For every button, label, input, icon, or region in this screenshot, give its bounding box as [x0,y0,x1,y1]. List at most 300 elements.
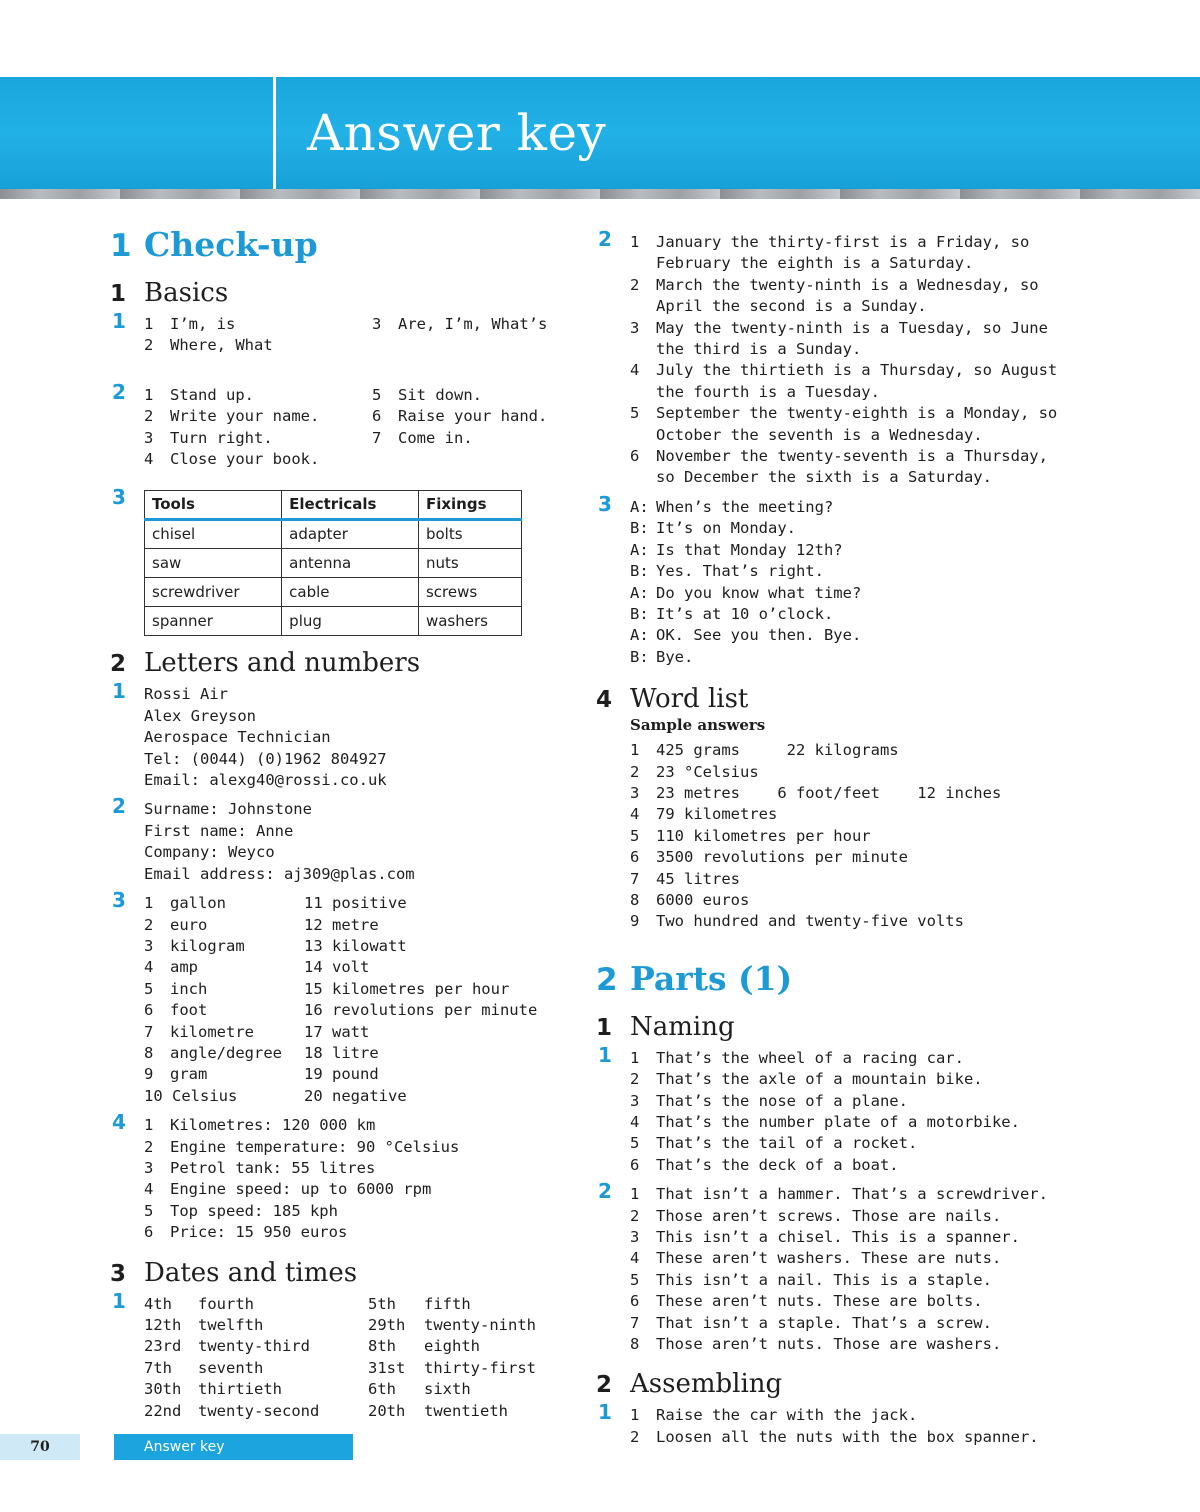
item-number: 18 [304,1043,323,1062]
section-number: 4 [596,687,613,714]
banner-shadow-strip [0,189,1200,199]
table-header-cell: Electricals [282,491,419,520]
answer-item [372,314,550,335]
answer-item [630,1313,1066,1334]
item-text: revolutions per minute [332,1001,538,1020]
item-text: It’s at 10 o’clock. [656,604,834,623]
answer-item [630,1133,1066,1154]
answer-line: Surname: Johnstone [144,800,312,819]
section-number: 3 [110,1260,127,1287]
exercise-number: 2 [112,379,126,404]
item-number: 4 [630,1249,640,1268]
left-column [110,225,550,1422]
section-name: Naming [630,1011,735,1042]
answer-item [372,385,550,406]
answer-item [372,406,550,427]
exercise-number: 3 [112,888,126,913]
answer-item [630,232,1066,275]
item-text: Come in. [398,428,473,447]
item-text: That’s the axle of a mountain bike. [656,1070,983,1089]
item-number: 2 [144,336,154,355]
item-number: 5 [372,385,382,404]
answer-item [372,428,550,449]
answer-item [144,1179,550,1200]
item-number: 9 [630,912,640,931]
item-number: 3 [144,936,154,955]
item-number: 4 [630,805,640,824]
exercise [110,888,550,1107]
item-number: 15 [304,979,323,998]
item-number: 1 [630,1048,640,1067]
answer-item [304,957,550,978]
item-number: A: [630,583,649,602]
answer-item [630,1069,1066,1090]
item-number: 8 [630,1335,640,1354]
item-text: Sit down. [398,385,482,404]
item-number: 2 [144,915,154,934]
item-number: 19 [304,1065,323,1084]
answer-line: First name: Anne [144,821,294,840]
footer-label-text: Answer key [144,1439,225,1455]
footer-label [110,1434,353,1460]
item-number: 6 [372,407,382,426]
item-number: 4 [144,1180,154,1199]
item-number: B: [630,562,649,581]
exercise [110,1288,550,1422]
exercise-number: 2 [598,1179,612,1204]
answer-item [630,740,1066,761]
item-text: metre [332,915,379,934]
answer-item [144,385,372,406]
item-text: inch [170,979,208,998]
tools-table [144,490,522,636]
item-text: 45 litres [656,869,740,888]
item-number: 7 [630,869,640,888]
ordinal-cell: eighth [424,1337,480,1356]
item-number: 3 [144,428,154,447]
table-cell: screws [418,578,521,607]
exercise [596,227,1066,489]
table-row [145,578,522,607]
exercise [110,485,550,636]
answer-line: Aerospace Technician [144,728,331,747]
ordinal-cell: sixth [424,1380,471,1399]
item-text: 3500 revolutions per minute [656,848,908,867]
ordinal-cell: thirtieth [198,1380,282,1399]
answer-item [304,1086,550,1107]
exercise [596,491,1066,668]
answer-list [630,1405,1066,1448]
exercise-number: 3 [598,491,612,516]
ordinal-cell: 29th [368,1316,406,1334]
item-text: kilometres per hour [332,979,510,998]
answer-item [144,335,372,356]
exercise-number: 1 [598,1400,612,1425]
answer-lines [144,799,550,885]
ordinal-cell: 4th [144,1294,172,1313]
answer-item [630,1248,1066,1269]
item-number: B: [630,519,649,538]
item-number: 4 [144,958,154,977]
exercise-number: 1 [112,679,126,704]
section-title [596,684,1066,714]
ordinal-cell: 30th [144,1380,182,1399]
item-number: 6 [630,1292,640,1311]
ordinal-cell: 6th [368,1380,396,1399]
exercise-number: 2 [598,227,612,251]
item-text: Those aren’t screws. Those are nails. [656,1206,1002,1225]
exercise [596,740,1066,933]
item-number: 1 [144,315,154,333]
item-number: 10 [144,1086,163,1105]
item-text: pound [332,1065,379,1084]
ordinal-cell: twenty-second [198,1401,320,1420]
unit-title [110,225,550,264]
item-text: 110 kilometres per hour [656,826,871,845]
item-number: 2 [144,1137,154,1156]
exercise-number: 4 [112,1110,126,1135]
answer-item [144,406,372,427]
answer-line: Email address: aj309@plas.com [144,864,415,883]
item-text: gallon [170,894,226,913]
item-text: That’s the deck of a boat. [656,1155,899,1174]
section-title [110,278,550,308]
table-cell: antenna [282,549,419,578]
answer-item [630,446,1066,489]
item-text: That’s the nose of a plane. [656,1091,908,1110]
answer-item [630,360,1066,403]
section-title [110,1258,550,1288]
item-number: 6 [144,1001,154,1020]
answer-item [144,1158,550,1179]
item-text: Engine temperature: 90 °Celsius [170,1137,460,1156]
unit-name: Check-up [144,225,318,264]
item-text: Raise your hand. [398,407,548,426]
answer-item [630,1334,1066,1355]
item-number: 2 [630,1070,640,1089]
item-number: 5 [630,404,640,423]
answer-list [630,740,1066,933]
section-number: 2 [110,651,127,678]
section-name: Dates and times [144,1257,358,1288]
item-number: 9 [144,1065,154,1084]
answer-item [144,1000,304,1021]
answer-item [304,1000,550,1021]
item-text: This isn’t a chisel. This is a spanner. [656,1228,1020,1247]
item-text: kilometre [170,1022,254,1041]
item-text: I’m, is [170,315,236,333]
ordinal-cell: twentieth [424,1401,508,1420]
answer-item [630,583,1066,604]
item-number: 1 [630,741,640,760]
item-text: September the twenty-eighth is a Monday, so October the seventh is a Wednesday. [656,404,1058,444]
page-number: 70 [0,1434,80,1460]
exercise-number: 1 [598,1042,612,1067]
page-title: Answer key [307,104,607,162]
exercise-number: 1 [112,1288,126,1313]
sample-answers-label: Sample answers [630,716,766,735]
item-text: Loosen all the nuts with the box spanner. [656,1427,1039,1446]
item-text: This isn’t a nail. This is a staple. [656,1270,992,1289]
answer-item [144,893,304,914]
item-number: 3 [630,1091,640,1110]
item-number: 4 [630,1113,640,1131]
item-number: 1 [144,385,154,404]
item-number: 3 [630,1228,640,1247]
item-number: 6 [630,1155,640,1174]
table-cell: cable [282,578,419,607]
item-text: January the thirty-first is a Friday, so February the eighth is a Saturday. [656,233,1030,273]
answer-item [630,647,1066,668]
item-text: euro [170,915,208,934]
answer-item [630,1227,1066,1248]
answer-item [630,1048,1066,1069]
item-number: 1 [144,1116,154,1135]
exercise-number: 3 [112,485,126,510]
answer-column [144,893,304,1107]
dialogue [630,497,1066,668]
item-number: 5 [630,1270,640,1289]
item-text: positive [332,894,407,913]
answer-column [372,314,550,357]
answer-item [144,1222,550,1243]
item-text: Turn right. [170,428,273,447]
answer-item [144,449,372,470]
item-number: 6 [630,447,640,466]
item-text: Close your book. [170,450,320,469]
item-text: Are, I’m, What’s [398,315,548,333]
ordinal-row [144,1401,550,1422]
exercise [110,309,550,357]
item-text: Do you know what time? [656,583,862,602]
table-cell: adapter [282,520,419,549]
section-name: Word list [630,684,749,715]
item-text: kilogram [170,936,245,955]
item-number: 11 [304,894,323,913]
exercise-number: 2 [112,794,126,819]
answer-column [144,314,372,357]
item-text: Celsius [172,1086,238,1105]
answer-item [630,561,1066,582]
answer-item [630,604,1066,625]
answer-column [304,893,550,1107]
ordinal-cell: 5th [368,1294,396,1313]
item-text: Stand up. [170,385,254,404]
ordinal-row [144,1336,550,1357]
item-text: foot [170,1001,208,1020]
answer-lines [144,684,550,791]
item-number: 4 [144,450,154,469]
answer-item [144,1115,550,1136]
item-number: 5 [630,826,640,845]
ordinal-cell: 12th [144,1316,182,1334]
item-text: Kilometres: 120 000 km [170,1116,376,1135]
item-number: 5 [144,1201,154,1220]
answer-item [304,936,550,957]
item-text: gram [170,1065,208,1084]
item-text: Yes. That’s right. [656,562,824,581]
ordinal-cell: twenty-ninth [424,1316,536,1334]
item-number: 7 [372,428,382,447]
table-row [145,520,522,549]
table-cell: chisel [145,520,282,549]
item-number: 20 [304,1086,323,1105]
answer-item [630,804,1066,825]
item-number: 5 [630,1134,640,1153]
item-text: These aren’t washers. These are nuts. [656,1249,1002,1268]
item-text: That’s the wheel of a racing car. [656,1048,964,1067]
item-number: 5 [144,979,154,998]
answer-item [630,1291,1066,1312]
table-row [145,607,522,636]
answer-item [630,890,1066,911]
table-cell: plug [282,607,419,636]
ordinal-cell: 8th [368,1337,396,1356]
answer-item [144,915,304,936]
answer-item [630,518,1066,539]
answer-item [144,1064,304,1085]
item-text: 23 metres 6 foot/feet 12 inches [656,783,1002,802]
item-text: 23 °Celsius [656,762,759,781]
answer-line: Email: alexg40@rossi.co.uk [144,771,387,790]
exercise [110,679,550,791]
section-number: 2 [596,1372,613,1399]
banner-divider [273,77,276,199]
answer-item [144,428,372,449]
item-number: 8 [630,890,640,909]
ordinal-cell: fourth [198,1294,254,1313]
answer-item [630,826,1066,847]
item-text: 6000 euros [656,890,750,909]
exercise [596,1042,1066,1176]
answer-item [144,1043,304,1064]
answer-item [630,275,1066,318]
answer-item [630,1206,1066,1227]
section-number: 1 [596,1014,613,1041]
item-number: 3 [630,318,640,337]
section-name: Basics [144,278,229,308]
section-name: Assembling [630,1369,783,1400]
answer-item [630,1427,1066,1448]
item-number: 7 [144,1022,154,1041]
item-text: Top speed: 185 kph [170,1201,338,1220]
answer-item [144,957,304,978]
unit-number: 1 [110,228,132,264]
table-cell: washers [418,607,521,636]
section-title [596,1012,1066,1042]
item-text: 425 grams 22 kilograms [656,741,899,760]
item-text: May the twenty-ninth is a Tuesday, so June the third is a Sunday. [656,318,1048,359]
item-number: 2 [630,1427,640,1446]
item-text: Is that Monday 12th? [656,540,843,559]
ordinal-cell: 23rd [144,1337,182,1356]
table-cell: nuts [418,549,521,578]
item-number: 3 [144,1158,154,1177]
answer-item [630,1405,1066,1426]
ordinal-row [144,1315,550,1336]
answer-list [630,1048,1066,1176]
answer-column [144,385,372,471]
section-name: Letters and numbers [144,648,421,679]
answer-item [144,1137,550,1158]
item-text: volt [332,958,370,977]
item-number: 13 [304,936,323,955]
item-number: 14 [304,958,323,977]
answer-item [630,497,1066,518]
answer-line: Tel: (0044) (0)1962 804927 [144,749,387,768]
item-text: Petrol tank: 55 litres [170,1158,376,1177]
answer-item [304,893,550,914]
table-cell: screwdriver [145,578,282,607]
unit-number: 2 [596,961,618,998]
item-number: A: [630,497,649,516]
item-text: Write your name. [170,407,320,426]
item-text: Two hundred and twenty-five volts [656,912,964,931]
table-cell: spanner [145,607,282,636]
answer-item [630,625,1066,646]
item-text: That’s the number plate of a motorbike. [656,1113,1020,1131]
answer-item [630,403,1066,446]
exercise [596,1400,1066,1448]
answer-item [630,847,1066,868]
item-number: 4 [630,361,640,380]
ordinal-grid [144,1294,550,1422]
item-number: B: [630,647,649,666]
answer-item [630,869,1066,890]
table-header-cell: Fixings [418,491,521,520]
answer-item [144,1022,304,1043]
item-text: Where, What [170,336,273,355]
item-text: March the twenty-ninth is a Wednesday, so April the second is a Sunday. [656,275,1039,316]
answer-line: Company: Weyco [144,843,275,862]
answer-item [144,1086,304,1107]
item-text: 79 kilometres [656,805,778,824]
item-text: It’s on Monday. [656,519,796,538]
ordinal-cell: 20th [368,1401,406,1420]
exercise [110,1110,550,1243]
item-text: Those aren’t nuts. Those are washers. [656,1335,1002,1354]
ordinal-row [144,1358,550,1379]
unit-title [596,959,1066,998]
item-text: November the twenty-seventh is a Thursday, so December the sixth is a Saturday. [656,447,1048,487]
answer-item [144,979,304,1000]
item-number: 6 [144,1223,154,1242]
item-number: 16 [304,1001,323,1020]
answer-item [630,783,1066,804]
item-number: 2 [630,762,640,781]
right-column [596,227,1066,1448]
answer-item [144,314,372,335]
answer-list [630,1184,1066,1355]
exercise [596,1179,1066,1355]
item-text: Engine speed: up to 6000 rpm [170,1180,432,1199]
section-number: 1 [110,281,127,307]
answer-item [304,979,550,1000]
answer-item [144,936,304,957]
answer-item [630,1155,1066,1176]
answer-line: Alex Greyson [144,706,256,725]
answer-item [630,318,1066,361]
ordinal-cell: twelfth [198,1316,264,1334]
item-number: 1 [144,894,154,913]
item-number: 2 [630,275,640,294]
item-text: watt [332,1022,370,1041]
answer-column [372,385,550,471]
ordinal-row [144,1294,550,1315]
item-text: Price: 15 950 euros [170,1223,348,1242]
answer-item [304,1064,550,1085]
answer-item [144,1201,550,1222]
